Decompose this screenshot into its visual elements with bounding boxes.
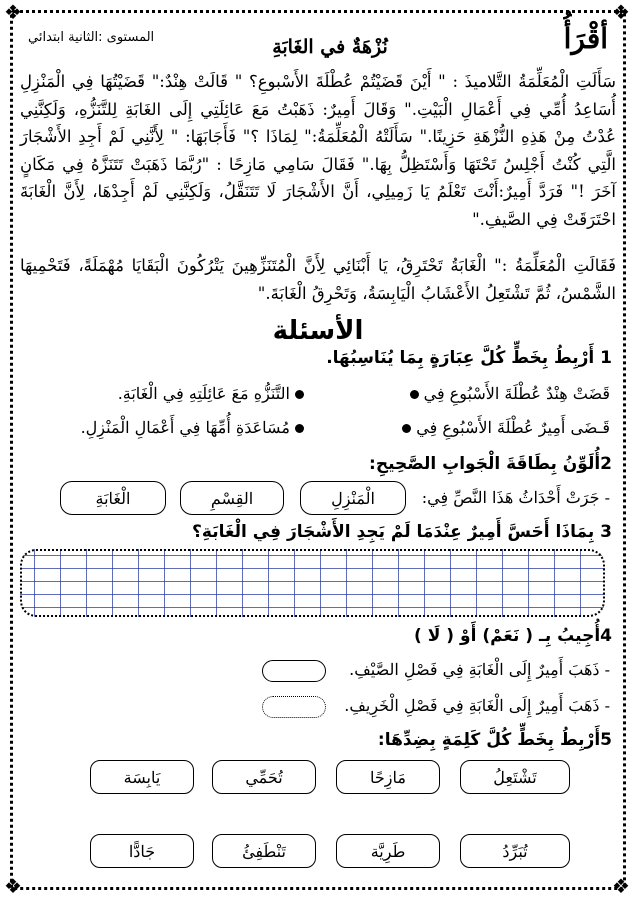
q1-left-statement-2: قَـضَى أَمِيرٌ عُطْلَةَ الأَسْبُوعِ فِي [380,418,610,437]
story-paragraph-2: فَقَالَتِ الْمُعَلِّمَةُ :" الْغَابَةُ تَحْتَرِقُ، يَا أَبْنَائِي لِأَنَّ الْمُتَنَزِّهِينَ يَتْرُكُونَ الْبَقَايَا مُهْمَلَةً، فَتَحْمِيهَا الشَّمْسُ، ثُمَّ تَشْتَعِلُ الأَعْشَابُ الْيَابِسَةُ، وَتَحْرِقُ الْغَابَةَ." [20,256,616,303]
q4-answer-oval-2[interactable] [262,696,326,718]
corner-ornament-bottom-left: ❖ [4,874,22,898]
q4-statement-2: - ذَهَبَ أَمِيرٌ إِلَى الْغَابَةِ فِي فَصْلِ الْخَرِيفِ. [344,696,610,715]
level-label: المستوى :الثانية ابتدائي [28,30,155,45]
q1-right-option-2[interactable]: مُسَاعَدَةِ أُمِّهَا فِي أَعْمَالِ الْمَنْزِلِ. [34,418,304,437]
corner-ornament-top-left: ❖ [4,0,22,24]
bullet-icon [410,390,419,399]
q1-right-option-1[interactable]: التَّنَزُّهِ مَعَ عَائِلَتِهِ فِي الْغَابَةِ. [34,384,304,403]
question-3-prompt: 3 بِمَاذَا أَحَسَّ أَمِيرٌ عِنْدَمَا لَمْ يَجِدِ الأَشْجَارَ فِي الْغَابَةِ؟ [192,522,612,542]
questions-heading: الأسئلة [272,316,364,346]
q5-word-cools[interactable]: تُبَرِّدُ [460,834,570,868]
q5-word-extinguishes[interactable]: تَنْطَفِئُ [212,834,316,868]
question-1-prompt: 1 أَرْبِطُ بِخَطٍّ كُلَّ عِبَارَةٍ بِمَا يُنَاسِبُهَا. [326,348,612,368]
q5-word-joking[interactable]: مَازِحًا [336,760,440,794]
question-5-prompt: 5أَرْبِطُ بِخَطٍّ كُلَّ كَلِمَةٍ بِضِدِّهَا: [377,730,612,750]
lesson-title: أقْرَأُ [563,22,608,55]
q5-word-ignites[interactable]: تَشْتَعِلُ [460,760,570,794]
question-2-prompt: 2أُلَوِّنُ بِطَاقَةَ الْجَوابِ الصَّحِيحِ: [369,454,612,474]
bullet-icon [295,390,304,399]
bullet-icon [295,424,304,433]
q3-answer-grid[interactable] [20,549,605,617]
q5-word-fresh[interactable]: طَرِيَّة [336,834,440,868]
q4-answer-oval-1[interactable] [262,660,326,682]
story-title: نُزْهَةٌ في الغَابَةِ [272,36,388,58]
q1-left-statement-1: قَضَتْ هِنْدٌ عُطْلَةَ الأَسْبُوعِ فِي [380,384,610,403]
q5-word-dry[interactable]: يَابِسَة [90,760,194,794]
q4-statement-1: - ذَهَبَ أَمِيرٌ إِلَى الْغَابَةِ فِي فَصْلِ الصَّيْفِ. [349,660,610,679]
story-paragraph-1: سَأَلَتِ الْمُعَلِّمَةُ التَّلاميذَ : " أَيْنَ قَضَيْتُمْ عُطْلَةَ الأَسْبوعِ؟ " قَالَتْ هِنْدٌ:" قَضَيْتُهَا فِي الْمَنْزِلِ أُسَاعِدُ أُمِّي فِي أَعْمَالِ الْبَيْتِ." وَقَالَ أَمِيرٌ: ذَهَبْتُ مَعَ عَائِلَتِي إِلَى الغَابَةِ لِلتَّنَزُّهِ، وَلَكِنَّنِي عُدْتُ مِنْ هَذِهِ النُّزْهَةِ حَزِينًا." سَأَلَتْهُ الْمُعَلِّمَةُ:" لِمَاذَا ؟" فَأَجَابَهَا: " لِأَنَّنِي لَمْ أَجِدِ الأَشْجَارَ الَّتِي كُنْتُ أَجْلِسُ تَحْتَهَا وَأَسْتَظِلُّ بِهَا." فَقَالَ سَامِي مَازِحًا : "رُبَّمَا ذَهَبَتْ تَتَنَزَّهُ فِي مَكَانٍ آخَرَ !" فَرَدَّ أَمِيرٌ:أَنْتَ تَعْلَمُ يَا زَمِيلِي، أَنَّ الأَشْجَارَ لَا تَتَنَقَّلُ، وَلَكِنَّنِي لَمْ أَجِدْهَا، لِأَنَّ الْغَابَةَ احْتَرَقَتْ فِي الصَّيفِ." [20,72,616,229]
q2-option-house[interactable]: الْمَنْزِلِ [300,481,406,515]
bullet-icon [402,424,411,433]
corner-ornament-top-right: ❖ [612,0,630,24]
q2-stem: - جَرَتْ أَحْدَاثُ هَذَا النَّصِّ فِي: [421,488,610,507]
q5-word-serious[interactable]: جَادًّا [90,834,194,868]
q2-option-forest[interactable]: الْغَابَةِ [60,481,166,515]
q2-option-classroom[interactable]: القِسْمِ [180,481,284,515]
question-4-prompt: 4أُجِيبُ بِـ ( نَعَمْ) أَوْ ( لَا ) [414,626,612,646]
corner-ornament-bottom-right: ❖ [612,874,630,898]
q5-word-heats[interactable]: تُحَمِّي [212,760,316,794]
